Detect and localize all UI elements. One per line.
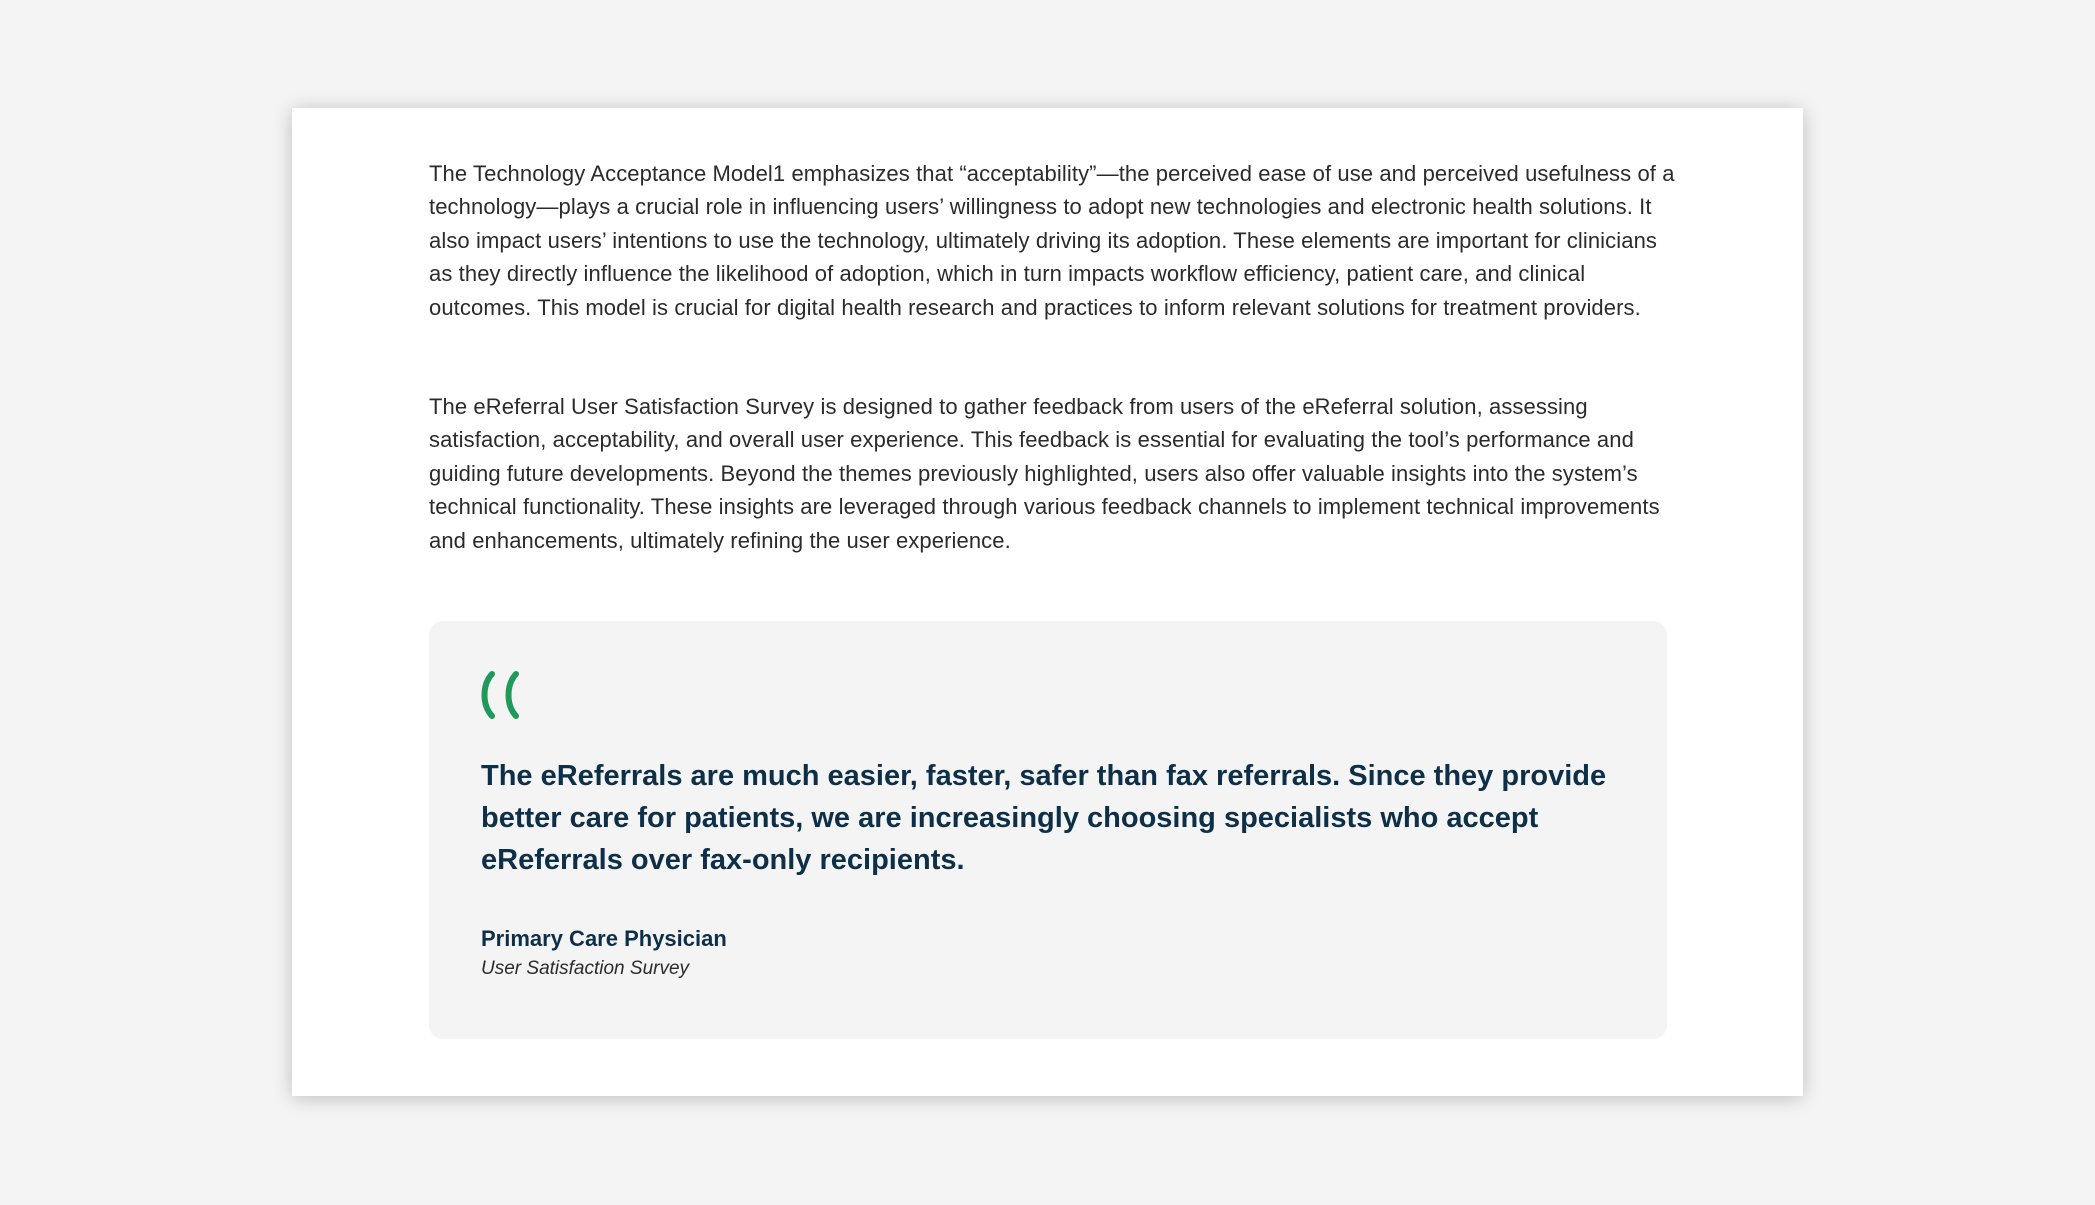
- testimonial-box: [429, 621, 1667, 1039]
- testimonial-author: Primary Care Physician: [481, 926, 727, 951]
- content-card: [292, 108, 1803, 1096]
- testimonial-source: User Satisfaction Survey: [481, 958, 690, 979]
- quote-mark-icon: [479, 671, 523, 719]
- testimonial-quote: The eReferrals are much easier, faster, safer than fax referrals. Since they provide better care for patients, we are increasingly choosing specialists who accept eReferrals over fax-only recipients.: [481, 760, 1607, 876]
- survey-paragraph: The eReferral User Satisfaction Survey is designed to gather feedback from users of the eReferral solution, assessing satisfaction, acceptability, and overall user experience. This feedback is essential for evaluating the tool’s performance and guiding future developments. Beyond the themes previously highlighted, users also offer valuable insights into the system’s technical functionality. These insights are leveraged through various feedback channels to implement technical improvements and enhancements, ultimately refining the user experience.: [429, 394, 1660, 553]
- intro-paragraph: The Technology Acceptance Model1 emphasizes that “acceptability”—the perceived ease of use and perceived usefulness of a technology—plays a crucial role in influencing users’ willingness to adopt new technologies and electronic health solutions. It also impact users’ intentions to use the technology, ultimately driving its adoption. These elements are important for clinicians as they directly influence the likelihood of adoption, which in turn impacts workflow efficiency, patient care, and clinical outcomes. This model is crucial for digital health research and practices to inform relevant solutions for treatment providers.: [429, 161, 1675, 320]
